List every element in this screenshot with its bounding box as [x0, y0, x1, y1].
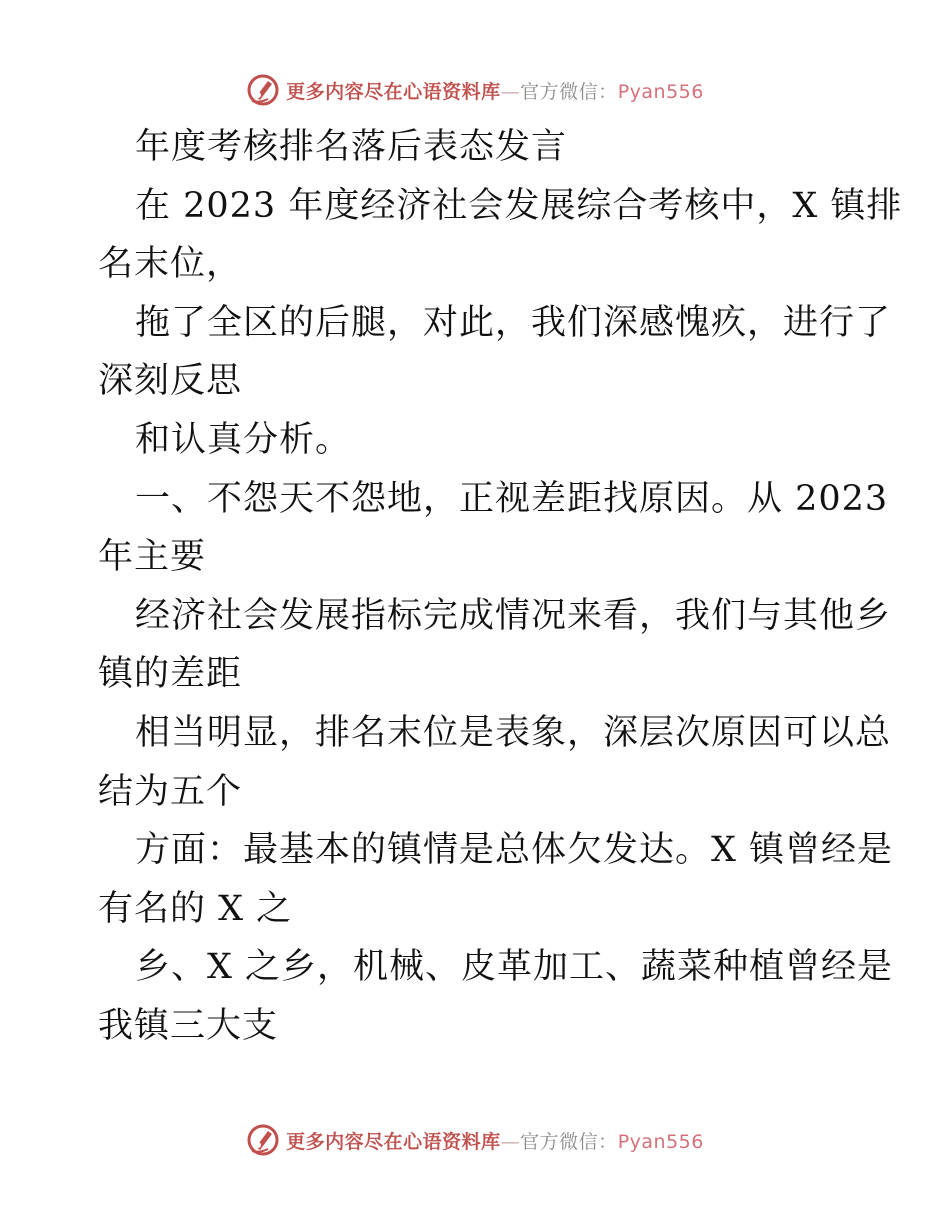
text-line: 结为五个 [98, 771, 243, 812]
document-title: 年度考核排名落后表态发言 [135, 127, 568, 167]
text-line: 镇的差距 [98, 654, 243, 695]
text-line: 相当明显，排名末位是表象，深层次原因可以总 [135, 712, 892, 753]
text-line: 名末位， [98, 244, 243, 285]
watermark-account: Pyan556 [617, 80, 704, 103]
text-line: 一、不怨天不怨地，正视差距找原因。从 2023 [135, 478, 889, 519]
text-line: 和认真分析。 [135, 419, 352, 460]
text-line: 经济社会发展指标完成情况来看，我们与其他乡 [135, 595, 892, 636]
watermark-dash: — [500, 1130, 521, 1153]
document-body [98, 118, 903, 1056]
text-line: 年主要 [98, 537, 207, 578]
watermark-account: Pyan556 [617, 1130, 704, 1153]
pen-logo-icon [246, 1123, 280, 1157]
text-line: 在 2023 年度经济社会发展综合考核中，X 镇排 [135, 185, 903, 226]
watermark-main-text: 更多内容尽在心语资料库 [286, 1130, 501, 1153]
watermark-dash: — [500, 80, 521, 103]
header-watermark [0, 70, 950, 110]
text-line: 拖了全区的后腿，对此，我们深感愧疚，进行了 [135, 302, 892, 343]
text-line: 我镇三大支 [98, 1005, 279, 1046]
watermark-official-label: 官方微信： [520, 1130, 618, 1153]
watermark-main-text: 更多内容尽在心语资料库 [286, 80, 501, 103]
footer-watermark [0, 1120, 950, 1160]
text-line: 深刻反思 [98, 361, 243, 402]
watermark-official-label: 官方微信： [520, 80, 618, 103]
text-line: 乡、X 之乡，机械、皮革加工、蔬菜种植曾经是 [135, 947, 894, 988]
text-line: 方面：最基本的镇情是总体欠发达。X 镇曾经是 [135, 830, 894, 871]
text-line: 有名的 X 之 [98, 888, 293, 929]
pen-logo-icon [246, 73, 280, 107]
